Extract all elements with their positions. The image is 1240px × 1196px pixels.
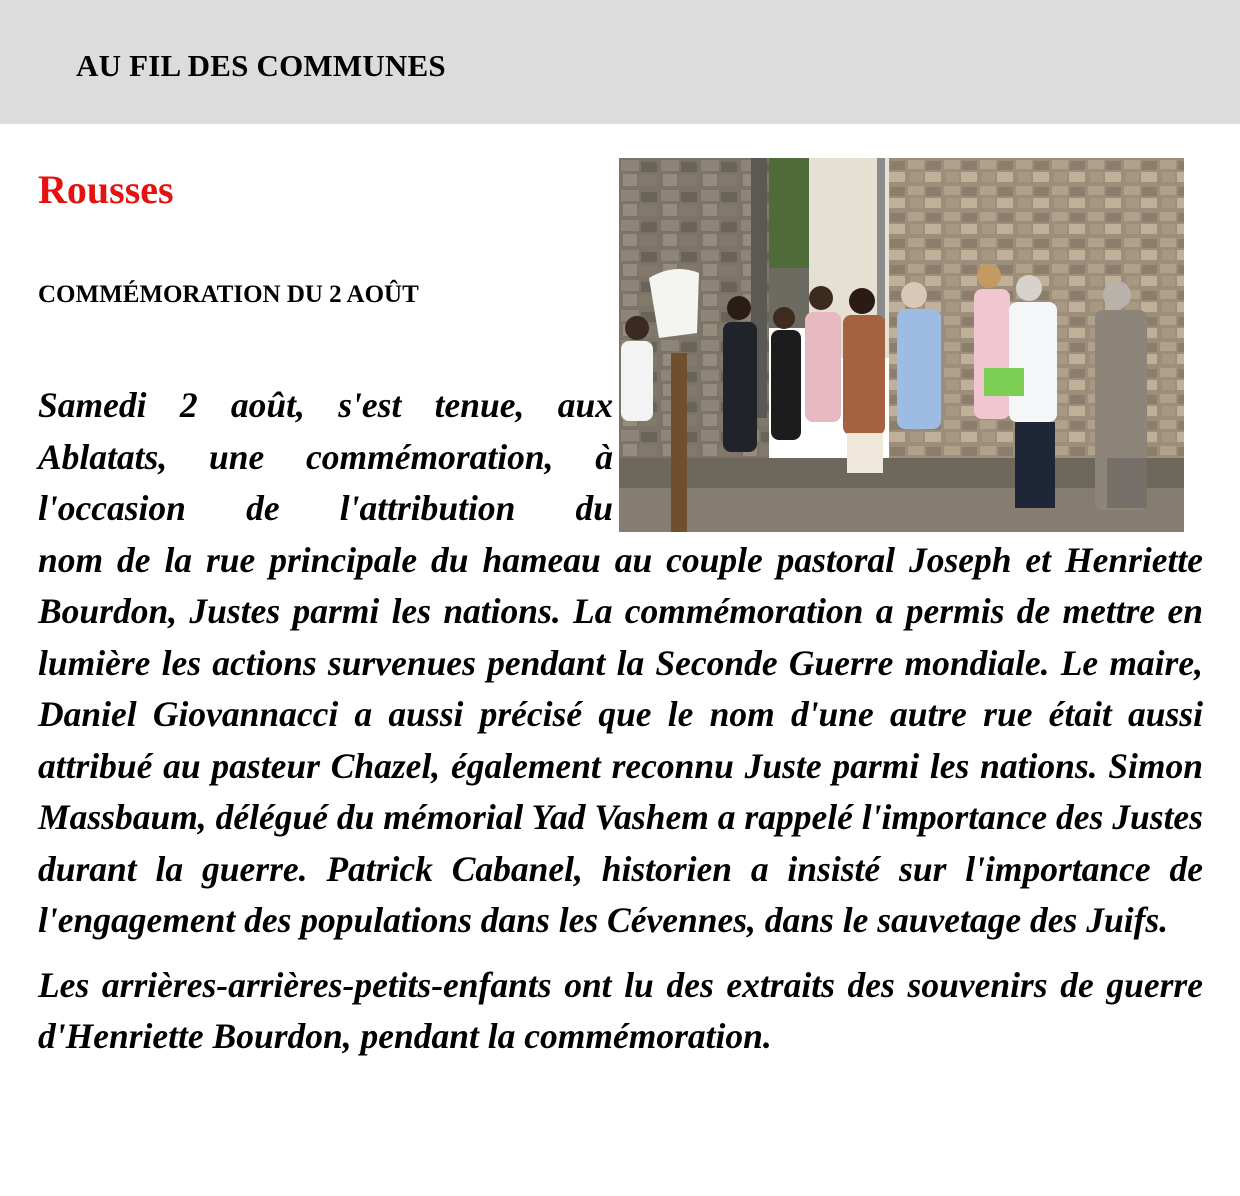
commune-title: Rousses bbox=[38, 167, 174, 212]
paragraph-2: Les arrières-arrières-petits-enfants ont lu des extraits des souvenirs de guerre d'Henriette Bourdon, pendant la commémoration. bbox=[38, 964, 1203, 1056]
paragraph-1-line-3: l'occasion de l'attribution du bbox=[38, 488, 613, 528]
paragraph-1-intro bbox=[38, 380, 613, 535]
article-subheading: COMMÉMORATION DU 2 AOÛT bbox=[38, 281, 419, 308]
paragraph-1-line-2: Ablatats, une commémoration, à bbox=[38, 436, 613, 477]
paragraph-1-line-1: Samedi 2 août, s'est tenue, aux bbox=[38, 385, 613, 425]
paragraph-1-continued: nom de la rue principale du hameau au couple pastoral Joseph et Henriette Bourdon, Justes parmi les nations. La commémoration a permis de mettre en lumière les actions survenues pendant la Seconde Guerre mondiale. Le maire, Daniel Giovannacci a aussi précisé que le nom d'une autre rue était aussi attribué au pasteur Chazel, également reconnu Juste parmi les nations. Simon Massbaum, délégué du mémorial Yad Vashem a rappelé l'importance des Justes durant la guerre. Patrick Cabanel, historien a insisté sur l'importance de l'engagement des populations dans les Cévennes, dans le sauvetage des Juifs. bbox=[38, 539, 1203, 940]
section-title: AU FIL DES COMMUNES bbox=[76, 48, 446, 83]
article-body bbox=[38, 380, 1203, 1063]
